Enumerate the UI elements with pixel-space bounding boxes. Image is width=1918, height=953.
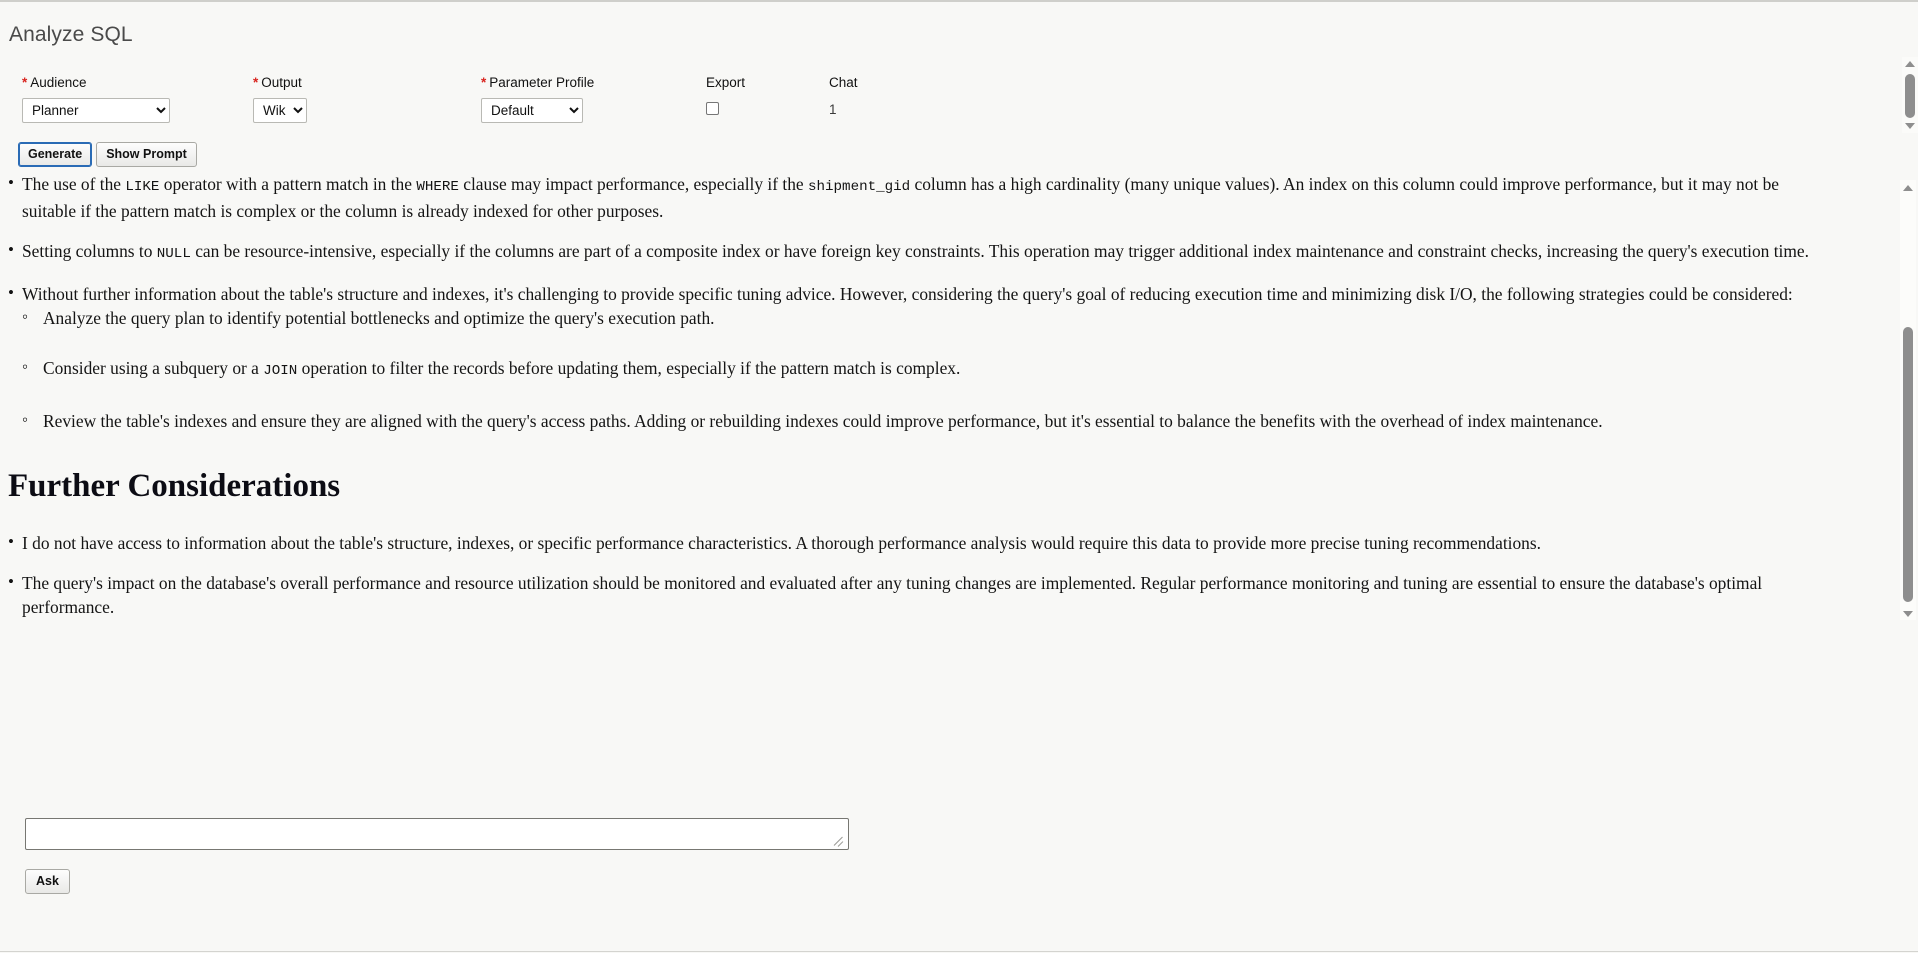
audience-label-text: Audience — [30, 75, 87, 90]
page-title: Analyze SQL — [9, 23, 133, 46]
scroll-up-arrow-icon[interactable] — [1905, 61, 1915, 67]
scroll-down-arrow-icon[interactable] — [1905, 123, 1915, 129]
required-indicator-icon: * — [22, 75, 28, 90]
form-controls-row — [22, 74, 858, 123]
top-divider — [0, 0, 1918, 2]
output-select[interactable] — [253, 98, 307, 123]
content-scrollbar-thumb[interactable] — [1903, 327, 1913, 602]
audience-label — [22, 74, 253, 92]
field-export — [706, 74, 829, 115]
parameter-profile-select[interactable] — [481, 98, 583, 123]
content-scroll-up-arrow-icon[interactable] — [1903, 185, 1913, 191]
parameter-profile-label — [481, 74, 706, 92]
ask-button[interactable]: Ask — [25, 869, 70, 894]
bullet-item: • Without further information about the table's structure and indexes, it's challenging to provide specific tuning advice. However, considering the query's goal of reducing execution time and minimizing disk I/O, the following strategies could be considered: ◦ Analyze the query plan to identify potential bottlenecks and optimize the query's execution path. ◦ Consider using a subquery or a JOIN operation to filter the records before updating them, especially if the pattern match is complex. ◦ Review the table's indexes and ensure they are aligned with the query's access paths. Adding or rebuilding indexes could improve performance, but it's essential to balance the benefits with the overhead of index maintenance. — [0, 282, 1822, 433]
inline-code: WHERE — [416, 179, 459, 195]
output-label — [253, 74, 481, 92]
field-parameter-profile — [481, 74, 706, 123]
inline-code: JOIN — [263, 363, 298, 379]
required-indicator-icon: * — [481, 75, 487, 90]
content-scroll-down-arrow-icon[interactable] — [1903, 611, 1913, 617]
bottom-divider — [0, 951, 1918, 952]
show-prompt-button[interactable]: Show Prompt — [96, 142, 197, 167]
sub-bullet-item: ◦ Consider using a subquery or a JOIN operation to filter the records before updating them, especially if the pattern match is complex. — [22, 356, 1822, 383]
primary-bullet-list — [0, 172, 1878, 433]
chat-label: Chat — [829, 75, 858, 90]
field-output — [253, 74, 481, 123]
bullet-item: • I do not have access to information about the table's structure, indexes, or specific performance characteristics. A thorough performance analysis would require this data to provide more precise tuning recommendations. — [0, 531, 1822, 555]
inline-code: shipment_gid — [808, 179, 911, 195]
chat-count: 1 — [829, 102, 837, 117]
analysis-content — [0, 172, 1878, 624]
generate-button[interactable]: Generate — [18, 142, 92, 167]
required-indicator-icon: * — [253, 75, 259, 90]
sub-bullet-list — [22, 306, 1822, 433]
content-scrollbar[interactable] — [1900, 180, 1916, 620]
bullet-item: • The query's impact on the database's overall performance and resource utilization should be monitored and evaluated after any tuning changes are implemented. Regular performance monitoring and tuning are essential to ensure the database's optimal performance. — [0, 571, 1822, 619]
export-label: Export — [706, 75, 746, 90]
page-scrollbar[interactable] — [1902, 57, 1918, 133]
sub-bullet-item: ◦ Review the table's indexes and ensure they are aligned with the query's access paths. Adding or rebuilding indexes could improve performance, but it's essential to balance the benefits with the overhead of index maintenance. — [22, 409, 1822, 433]
export-checkbox[interactable] — [706, 102, 719, 115]
section-heading: Further Considerations — [8, 468, 341, 504]
inline-code: LIKE — [125, 179, 160, 195]
bullet-item: • Setting columns to NULL can be resource-intensive, especially if the columns are part of a composite index or have foreign key constraints. This operation may trigger additional index maintenance and constraint checks, increasing the query's execution time. — [0, 239, 1822, 266]
inline-code: NULL — [156, 246, 191, 262]
field-chat — [829, 74, 858, 119]
further-considerations-bullet-list — [0, 531, 1878, 619]
field-audience — [22, 74, 253, 123]
bullet-item: • The use of the LIKE operator with a pattern match in the WHERE clause may impact performance, especially if the shipment_gid column has a high cardinality (many unique values). An index on this column could improve performance, but it may not be suitable if the pattern match is complex or the column is already indexed for other purposes. — [0, 172, 1822, 223]
sub-bullet-item: ◦ Analyze the query plan to identify potential bottlenecks and optimize the query's execution path. — [22, 306, 1822, 330]
page-scrollbar-thumb[interactable] — [1905, 74, 1915, 118]
action-button-row — [18, 142, 197, 167]
parameter-profile-label-text: Parameter Profile — [489, 75, 595, 90]
output-label-text: Output — [261, 75, 302, 90]
audience-select[interactable] — [22, 98, 170, 123]
ask-input[interactable] — [25, 818, 849, 850]
